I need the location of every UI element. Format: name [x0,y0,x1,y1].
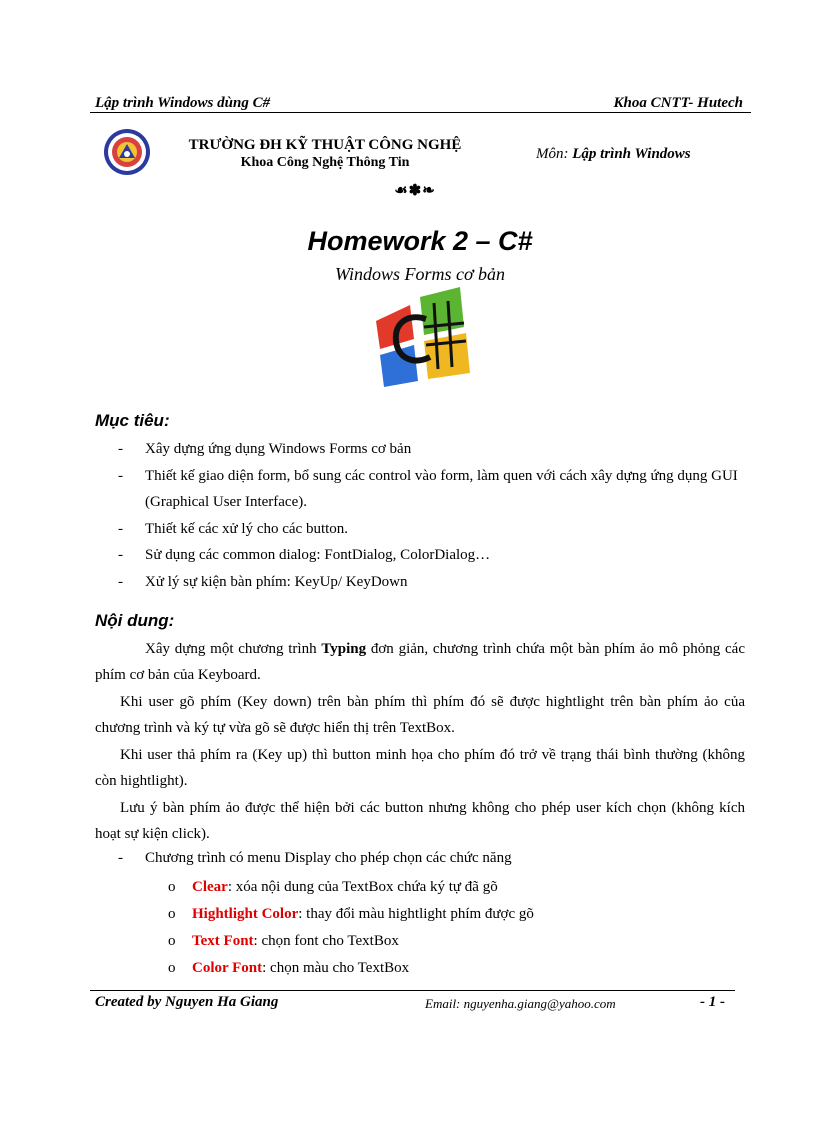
list-item: - Thiết kế giao diện form, bổ sung các control vào form, làm quen với cách xây dựng ứng dụng GUI (Graphical User Interface). [118,467,738,510]
header-faculty: Khoa CNTT- Hutech [613,95,743,111]
ornament-divider: ☙✽❧ [394,183,436,199]
content-paragraph: Xây dựng một chương trình Typing đơn giản, chương trình chứa một bàn phím ảo mô phỏng các phím cơ bản của Keyboard. [95,641,745,683]
page-number: - 1 - [700,994,725,1010]
list-item: o Text Font: chọn font cho TextBox [168,933,399,949]
menu-feature-list [168,874,534,982]
menu-key: Hightlight Color [192,906,299,922]
menu-key: Clear [192,879,228,895]
subject-value: Lập trình Windows [572,146,691,162]
list-item: o Hightlight Color: thay đổi màu hightlight phím được gõ [168,906,534,922]
list-item: - Xử lý sự kiện bàn phím: KeyUp/ KeyDown [118,573,408,590]
menu-intro: - Chương trình có menu Display cho phép chọn các chức năng [118,850,512,866]
program-name: Typing [321,641,367,657]
objectives-list [118,436,748,595]
menu-key: Text Font [192,933,254,949]
list-item: o Clear: xóa nội dung của TextBox chứa ký tự đã gõ [168,879,498,895]
csharp-logo [368,283,478,388]
list-item: o Color Font: chọn màu cho TextBox [168,960,410,976]
content-paragraph: Lưu ý bàn phím ảo được thể hiện bởi các button nhưng không cho phép user kích chọn (không kích hoạt sự kiện click). [95,800,745,842]
institution-block [170,136,480,172]
objectives-heading: Mục tiêu: [95,411,170,430]
page-title: Homework 2 – C# [307,226,533,256]
subject-line [536,146,691,163]
university-seal-logo [103,128,151,176]
header-course: Lập trình Windows dùng C# [95,95,271,111]
footer-email[interactable]: Email: nguyenha.giang@yahoo.com [425,996,616,1011]
content-heading: Nội dung: [95,611,175,630]
footer-author: Created by Nguyen Ha Giang [95,994,279,1010]
footer-divider [90,990,735,991]
institution-name: TRƯỜNG ĐH KỸ THUẬT CÔNG NGHỆ [188,137,462,153]
page-subtitle: Windows Forms cơ bản [334,264,506,284]
faculty-name: Khoa Công Nghệ Thông Tin [240,155,410,170]
list-item: - Sử dụng các common dialog: FontDialog, ColorDialog… [118,547,491,563]
list-item: - Xây dựng ứng dụng Windows Forms cơ bản [118,441,412,457]
list-item: - Thiết kế các xử lý cho các button. [118,520,349,537]
content-paragraph: Khi user thả phím ra (Key up) thì button minh họa cho phím đó trở về trạng thái bình thường (không còn hightlight). [95,747,745,789]
subject-label: Môn: [536,146,569,162]
content-paragraph: Khi user gõ phím (Key down) trên bàn phím thì phím đó sẽ được hightlight trên bàn phím ảo của chương trình và ký tự vừa gõ sẽ được hiển thị trên TextBox. [95,694,745,736]
header-divider [90,112,751,113]
menu-key: Color Font [192,960,263,976]
